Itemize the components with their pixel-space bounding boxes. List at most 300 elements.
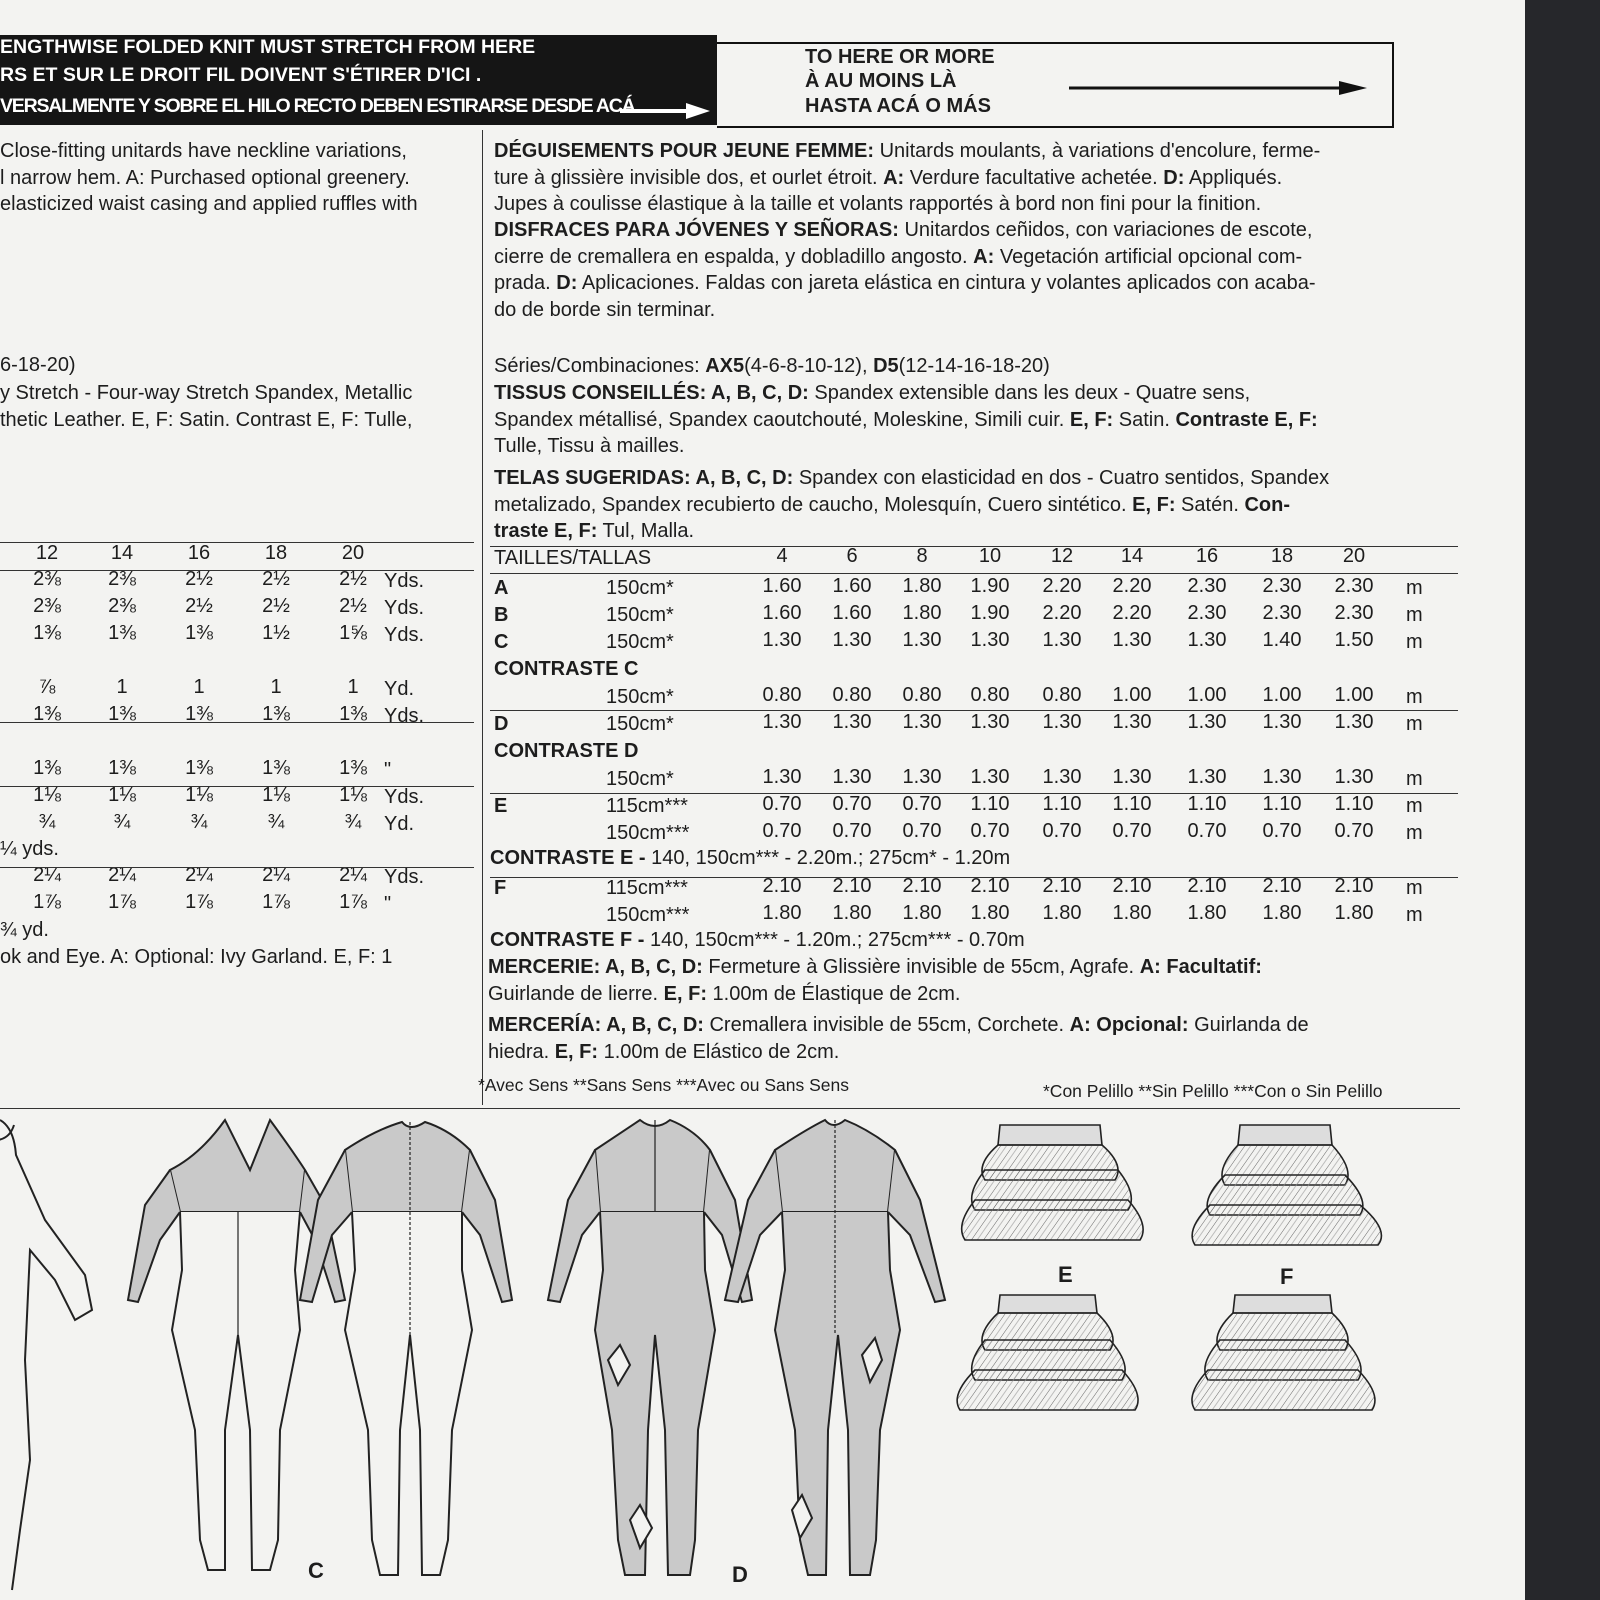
yardage-cell: 1⅜	[339, 757, 367, 779]
telas-text: Tul, Malla.	[597, 520, 695, 542]
fabric-width: 150cm***	[606, 822, 690, 844]
metric-cell: 0.70	[762, 793, 802, 815]
yardage-cell: 1⅞	[262, 891, 290, 913]
unit-cell: m	[1406, 686, 1423, 708]
metric-cell: 1.00	[1334, 684, 1374, 706]
tissus-title: TISSUS CONSEILLÉS: A, B, C, D:	[494, 382, 809, 404]
unitard-c-front	[128, 1120, 345, 1570]
view-label: B	[494, 604, 509, 626]
size-header: 6	[846, 545, 858, 567]
footnote-es: *Con Pelillo **Sin Pelillo ***Con o Sin Pelillo	[1043, 1081, 1383, 1101]
view-c-label: C	[308, 1558, 324, 1583]
arrow-right-icon	[618, 100, 713, 122]
fabric-width: 150cm*	[606, 686, 674, 708]
fabric-width: 150cm***	[606, 904, 690, 926]
yardage-cell: 2⅜	[108, 568, 136, 590]
fabric-width: 115cm***	[606, 877, 688, 899]
metric-cell: 0.70	[832, 793, 872, 815]
metric-cell: 0.70	[832, 820, 872, 842]
yardage-cell: 2¼	[33, 864, 61, 886]
yardage-cell: 1⅜	[339, 703, 367, 725]
metric-cell: 0.70	[1334, 820, 1374, 842]
telas-text: Spandex con elasticidad en dos - Cuatro sentidos, Spandex	[793, 467, 1330, 489]
metric-cell: 1.30	[1112, 629, 1152, 651]
metric-cell: 1.90	[970, 602, 1010, 624]
metric-cell: 2.30	[1187, 575, 1227, 597]
size-header: 14	[110, 542, 134, 564]
fabric-width: 150cm*	[606, 577, 674, 599]
metric-cell: 2.10	[1187, 875, 1227, 897]
yardage-cell: 1⅜	[108, 757, 136, 779]
series-sizes: (4-6-8-10-12),	[744, 355, 874, 377]
yardage-cell: 1⅞	[33, 891, 61, 913]
spanish-description	[494, 217, 1458, 323]
telas-bold: traste E, F:	[494, 520, 598, 542]
merceria-text: Cremallera invisible de 55cm, Corchete.	[703, 1014, 1070, 1036]
metric-cell: 1.30	[970, 711, 1010, 733]
metric-cell: 1.30	[832, 629, 872, 651]
tissus-bold: Contraste E, F:	[1175, 408, 1318, 431]
desc-line: l narrow hem. A: Purchased optional greenery.	[0, 166, 410, 189]
french-description	[494, 138, 1458, 218]
view-label: CONTRASTE D	[494, 740, 639, 762]
fr-bold: A:	[883, 166, 905, 189]
fr-bold: D:	[1163, 166, 1185, 189]
metric-cell: 1.30	[1262, 766, 1302, 788]
yardage-cell: 1⅜	[185, 757, 213, 779]
metric-cell: 1.30	[762, 711, 802, 733]
mercerie-text: 1.00m de Élastique de 2cm.	[707, 982, 961, 1005]
yardage-cell: ¾	[344, 811, 362, 833]
es-text: Aplicaciones. Faldas con jareta elástica en cintura y volantes aplicados con acaba-	[577, 272, 1316, 294]
merceria-text: hiedra.	[488, 1040, 555, 1063]
yardage-cell: ⅞	[38, 676, 56, 698]
yardage-cell: ¾	[38, 811, 56, 833]
metric-cell: 2.20	[1042, 575, 1082, 597]
metric-cell: 1.80	[1187, 902, 1227, 924]
yardage-cell: 1	[193, 676, 205, 698]
yardage-cell: 2⅜	[33, 595, 61, 617]
unitard-partial-figure	[0, 1120, 92, 1590]
view-d-label: D	[732, 1562, 748, 1587]
view-e-label: E	[1058, 1262, 1073, 1287]
yardage-cell: 1⅜	[185, 622, 213, 644]
metric-cell: 1.30	[1334, 711, 1374, 733]
size-header: 8	[916, 545, 928, 567]
table-rule	[490, 546, 1458, 547]
metric-cell: 2.30	[1334, 602, 1374, 624]
english-sizes: 6-18-20)	[0, 354, 76, 376]
contrast-e-line	[490, 845, 1010, 872]
es-bold: A:	[973, 245, 995, 268]
metric-cell: 2.10	[1042, 875, 1082, 897]
yardage-cell: 1	[347, 676, 359, 698]
view-label: A	[494, 577, 509, 599]
metric-cell: 0.80	[902, 684, 942, 706]
fr-text: ture à glissière invisible dos, et ourlet étroit.	[494, 166, 884, 189]
metric-cell: 1.80	[1334, 902, 1374, 924]
series-code: D5	[873, 355, 899, 377]
metric-cell: 1.50	[1334, 629, 1374, 651]
arrow-right-icon	[1069, 78, 1369, 98]
yardage-cell: 1⅜	[185, 703, 213, 725]
metric-cell: 0.70	[762, 820, 802, 842]
view-label: C	[494, 631, 509, 653]
yardage-cell: 1⅛	[33, 784, 61, 806]
yardage-cell: 2½	[262, 595, 290, 617]
yardage-cell: 2¼	[185, 864, 213, 886]
metric-cell: 2.20	[1112, 602, 1152, 624]
unit-cell: Yds.	[384, 597, 425, 619]
yardage-cell: 1⅜	[33, 622, 61, 644]
telas-bold: E, F:	[1132, 493, 1176, 516]
metric-cell: 1.30	[1187, 711, 1227, 733]
table-header-label: TAILLES/TALLAS	[494, 547, 652, 569]
technical-drawings	[0, 1110, 1525, 1600]
yardage-cell: 1⅛	[108, 784, 136, 806]
yardage-cell: 2½	[339, 595, 367, 617]
unit-cell: m	[1406, 713, 1423, 735]
metric-cell: 1.10	[1187, 793, 1227, 815]
unit-cell: "	[384, 893, 392, 915]
desc-line: Close-fitting unitards have neckline variations,	[0, 140, 407, 162]
yardage-cell: 1⅜	[33, 703, 61, 725]
metric-cell: 1.80	[1042, 902, 1082, 924]
fr-text: Unitards moulants, à variations d'encolure, ferme-	[874, 140, 1321, 162]
english-notions: ok and Eye. A: Optional: Ivy Garland. E, F: 1	[0, 946, 393, 968]
merceria-text: Guirlanda de	[1188, 1014, 1309, 1036]
fabric-line: y Stretch - Four-way Stretch Spandex, Metallic	[0, 382, 413, 404]
metric-cell: 1.60	[762, 602, 802, 624]
size-header: 14	[1120, 545, 1144, 567]
size-header: 18	[264, 542, 288, 564]
yardage-cell: 1⅝	[339, 622, 367, 644]
merceria-text: 1.00m de Elástico de 2cm.	[598, 1040, 840, 1063]
metric-cell: 1.60	[832, 602, 872, 624]
table-rule	[490, 793, 1458, 794]
metric-cell: 1.30	[1112, 711, 1152, 733]
size-header: 12	[35, 542, 59, 564]
metric-cell: 1.30	[762, 629, 802, 651]
unit-cell: Yds.	[384, 624, 425, 646]
metric-cell: 1.00	[1262, 684, 1302, 706]
metric-cell: 2.10	[970, 875, 1010, 897]
view-label: D	[494, 713, 509, 735]
fabric-line: thetic Leather. E, F: Satin. Contrast E, F: Tulle,	[0, 408, 413, 431]
yardage-cell: 1⅜	[108, 703, 136, 725]
table-rule	[0, 786, 474, 787]
metric-cell: 2.30	[1262, 602, 1302, 624]
yardage-cell: 1	[270, 676, 282, 698]
metric-cell: 1.10	[1334, 793, 1374, 815]
yardage-cell: 2½	[185, 595, 213, 617]
fr-text: Appliqués.	[1184, 166, 1283, 189]
metric-cell: 0.70	[1112, 820, 1152, 842]
merceria-title: MERCERÍA: A, B, C, D:	[488, 1014, 704, 1036]
yardage-cell: 2¼	[339, 864, 367, 886]
metric-cell: 2.10	[832, 875, 872, 897]
column-divider	[482, 130, 483, 1105]
metric-cell: 1.30	[1187, 629, 1227, 651]
metric-cell: 1.30	[1042, 629, 1082, 651]
metric-cell: 0.80	[762, 684, 802, 706]
metric-cell: 1.30	[762, 766, 802, 788]
series-line	[494, 353, 1050, 380]
table-rule	[490, 710, 1458, 711]
yardage-cell: 2½	[262, 568, 290, 590]
yardage-cell: 1⅜	[262, 757, 290, 779]
tissus-text: Satin.	[1113, 408, 1176, 431]
unit-cell: Yds.	[384, 866, 425, 888]
english-note: ¼ yds.	[0, 838, 59, 860]
metric-cell: 0.80	[970, 684, 1010, 706]
table-rule	[0, 722, 474, 723]
unit-cell: m	[1406, 604, 1423, 626]
metric-cell: 1.80	[832, 902, 872, 924]
metric-cell: 0.70	[1262, 820, 1302, 842]
skirt-f-back	[1192, 1295, 1375, 1410]
yardage-cell: 2½	[185, 568, 213, 590]
metric-cell: 1.10	[1262, 793, 1302, 815]
stretch-gauge-target	[717, 42, 1394, 128]
mercerie-text: Fermeture à Glissière invisible de 55cm, Agrafe.	[702, 956, 1140, 978]
metric-cell: 1.80	[902, 575, 942, 597]
metric-cell: 1.30	[1042, 711, 1082, 733]
gauge-text-1: ENGTHWISE FOLDED KNIT MUST STRETCH FROM HERE	[0, 36, 536, 58]
metric-cell: 1.30	[1334, 766, 1374, 788]
metric-cell: 1.30	[1042, 766, 1082, 788]
size-header: 16	[1195, 545, 1219, 567]
yardage-cell: 1⅜	[262, 703, 290, 725]
yardage-cell: 1⅜	[108, 622, 136, 644]
unit-cell: Yd.	[384, 813, 415, 835]
metric-cell: 1.30	[1187, 766, 1227, 788]
table-rule	[490, 573, 1458, 574]
unit-cell: m	[1406, 768, 1423, 790]
fabric-width: 150cm*	[606, 713, 674, 735]
view-f-label: F	[1280, 1264, 1294, 1289]
metric-cell: 1.60	[832, 575, 872, 597]
metric-cell: 1.30	[970, 766, 1010, 788]
view-label: F	[494, 877, 507, 899]
es-text: Unitardos ceñidos, con variaciones de escote,	[898, 219, 1313, 241]
yardage-cell: ¾	[267, 811, 285, 833]
skirt-f-front	[1192, 1125, 1381, 1245]
metric-cell: 1.10	[970, 793, 1010, 815]
gauge-target-1: TO HERE OR MORE	[805, 46, 995, 68]
tissus-text: Tulle, Tissu à mailles.	[494, 435, 685, 457]
yardage-cell: ¾	[190, 811, 208, 833]
yardage-cell: 1⅛	[339, 784, 367, 806]
metric-cell: 1.30	[970, 629, 1010, 651]
metric-cell: 1.30	[902, 766, 942, 788]
table-rule	[0, 867, 474, 868]
size-header: 20	[341, 542, 365, 564]
metric-cell: 0.70	[1187, 820, 1227, 842]
metric-cell: 1.10	[1112, 793, 1152, 815]
table-rule	[490, 877, 1458, 878]
mercerie	[488, 954, 1460, 1007]
yardage-cell: 1⅜	[33, 757, 61, 779]
yardage-cell: 1	[116, 676, 128, 698]
table-rule	[0, 570, 474, 571]
unit-cell: Yd.	[384, 678, 415, 700]
english-fabrics	[0, 380, 476, 433]
unitard-d-back	[725, 1120, 945, 1575]
mercerie-bold: A: Facultatif:	[1139, 956, 1262, 978]
fr-title: DÉGUISEMENTS POUR JEUNE FEMME:	[494, 140, 875, 162]
yardage-cell: 2⅜	[33, 568, 61, 590]
metric-cell: 1.80	[902, 902, 942, 924]
telas-text: Satén.	[1175, 493, 1245, 516]
unit-cell: m	[1406, 822, 1423, 844]
unit-cell: Yds.	[384, 786, 425, 808]
metric-cell: 1.80	[1262, 902, 1302, 924]
fabric-width: 150cm*	[606, 768, 674, 790]
metric-cell: 0.70	[902, 820, 942, 842]
unitard-d-front	[548, 1120, 752, 1575]
metric-cell: 1.00	[1187, 684, 1227, 706]
telas-bold: Con-	[1244, 493, 1290, 516]
es-title: DISFRACES PARA JÓVENES Y SEÑORAS:	[494, 219, 899, 241]
metric-cell: 1.80	[1112, 902, 1152, 924]
size-header: 10	[978, 545, 1002, 567]
mercerie-bold: E, F:	[663, 982, 707, 1005]
metric-cell: 1.80	[762, 902, 802, 924]
es-text: do de borde sin terminar.	[494, 298, 716, 321]
view-label: E	[494, 795, 508, 817]
metric-cell: 2.10	[1334, 875, 1374, 897]
series-code: AX5	[705, 355, 745, 377]
metric-cell: 0.70	[1042, 820, 1082, 842]
telas-text: metalizado, Spandex recubierto de caucho, Molesquín, Cuero sintético.	[494, 493, 1133, 516]
metric-cell: 1.60	[762, 575, 802, 597]
metric-cell: 2.10	[902, 875, 942, 897]
fabric-width: 115cm***	[606, 795, 688, 817]
fr-text: Verdure facultative achetée.	[904, 166, 1164, 189]
metric-cell: 0.80	[1042, 684, 1082, 706]
unit-cell: m	[1406, 631, 1423, 653]
metric-cell: 1.90	[970, 575, 1010, 597]
metric-cell: 2.20	[1042, 602, 1082, 624]
yardage-cell: 1⅛	[185, 784, 213, 806]
size-header: 16	[187, 542, 211, 564]
metric-cell: 1.80	[970, 902, 1010, 924]
size-header: 18	[1270, 545, 1294, 567]
metric-cell: 2.10	[1112, 875, 1152, 897]
unit-cell: m	[1406, 877, 1423, 899]
metric-cell: 1.00	[1112, 684, 1152, 706]
gauge-text-3: VERSALMENTE Y SOBRE EL HILO RECTO DEBEN ESTIRARSE DESDE ACÁ	[0, 95, 635, 117]
contrast-f-line	[490, 927, 1025, 954]
tissus-text: Spandex extensible dans les deux - Quatre sens,	[808, 382, 1251, 404]
metric-cell: 1.30	[1262, 711, 1302, 733]
yardage-cell: 1⅞	[185, 891, 213, 913]
contrast-f-label: CONTRASTE F -	[490, 929, 645, 951]
es-text: prada.	[494, 272, 557, 294]
footnote-fr: *Avec Sens **Sans Sens ***Avec ou Sans Sens	[478, 1075, 849, 1095]
metric-cell: 0.70	[902, 793, 942, 815]
merceria-bold: A: Opcional:	[1069, 1014, 1189, 1036]
es-bold: D:	[556, 272, 578, 294]
yardage-cell: 1⅛	[262, 784, 290, 806]
size-header: 12	[1050, 545, 1074, 567]
metric-cell: 1.30	[1112, 766, 1152, 788]
gauge-text-2: RS ET SUR LE DROIT FIL DOIVENT S'ÉTIRER D'ICI .	[0, 64, 482, 86]
yardage-cell: 2⅜	[108, 595, 136, 617]
yardage-cell: ¾	[113, 811, 131, 833]
mercerie-text: Guirlande de lierre.	[488, 982, 664, 1005]
metric-cell: 1.30	[902, 711, 942, 733]
metric-cell: 1.30	[832, 766, 872, 788]
yardage-cell: 2¼	[108, 864, 136, 886]
fr-text: Jupes à coulisse élastique à la taille et volants rapportés à bord non fini pour la finition.	[494, 193, 1262, 215]
size-header: 4	[776, 545, 788, 567]
contrast-e-label: CONTRASTE E -	[490, 847, 646, 869]
unit-cell: "	[384, 759, 392, 781]
gauge-target-3: HASTA ACÁ O MÁS	[805, 95, 991, 117]
yardage-cell: 2½	[339, 568, 367, 590]
skirt-e-back	[957, 1295, 1138, 1410]
metric-cell: 1.30	[832, 711, 872, 733]
fabric-width: 150cm*	[606, 631, 674, 653]
desc-line: elasticized waist casing and applied ruffles with	[0, 193, 418, 215]
es-text: Vegetación artificial opcional com-	[994, 245, 1303, 268]
size-header: 20	[1342, 545, 1366, 567]
section-rule	[0, 1108, 1460, 1109]
metric-cell: 1.40	[1262, 629, 1302, 651]
metric-cell: 2.30	[1262, 575, 1302, 597]
merceria-bold: E, F:	[554, 1040, 599, 1063]
contrast-e-text: 140, 150cm*** - 2.20m.; 275cm* - 1.20m	[645, 847, 1011, 869]
english-description	[0, 138, 476, 218]
mercerie-title: MERCERIE: A, B, C, D:	[488, 956, 703, 978]
yardage-cell: 2¼	[262, 864, 290, 886]
metric-cell: 1.80	[902, 602, 942, 624]
unit-cell: Yds.	[384, 570, 425, 592]
series-label: Séries/Combinaciones:	[494, 355, 706, 377]
contrast-f-text: 140, 150cm*** - 1.20m.; 275cm*** - 0.70m	[644, 929, 1025, 951]
series-sizes: (12-14-16-18-20)	[898, 355, 1050, 377]
unit-cell: m	[1406, 904, 1423, 926]
view-label: CONTRASTE C	[494, 658, 639, 680]
metric-cell: 0.70	[970, 820, 1010, 842]
fabric-width: 150cm*	[606, 604, 674, 626]
yardage-cell: 1⅞	[108, 891, 136, 913]
merceria	[488, 1012, 1460, 1065]
tissus-bold: E, F:	[1069, 408, 1114, 431]
metric-cell: 1.10	[1042, 793, 1082, 815]
metric-cell: 2.20	[1112, 575, 1152, 597]
metric-cell: 2.10	[762, 875, 802, 897]
metric-cell: 0.80	[832, 684, 872, 706]
gauge-target-2: À AU MOINS LÀ	[805, 70, 957, 92]
yardage-cell: 1½	[262, 622, 290, 644]
tissus-text: Spandex métallisé, Spandex caoutchouté, Moleskine, Simili cuir.	[494, 408, 1070, 431]
english-note: ¾ yd.	[0, 919, 49, 941]
unit-cell: m	[1406, 795, 1423, 817]
unitard-c-back	[300, 1122, 512, 1575]
es-text: cierre de cremallera en espalda, y dobladillo angosto.	[494, 245, 974, 268]
unit-cell: Yds.	[384, 705, 425, 727]
metric-cell: 1.30	[902, 629, 942, 651]
unit-cell: m	[1406, 577, 1423, 599]
telas-title: TELAS SUGERIDAS: A, B, C, D:	[494, 467, 794, 489]
yardage-cell: 1⅞	[339, 891, 367, 913]
telas-sugeridas	[494, 465, 1458, 545]
metric-cell: 2.30	[1187, 602, 1227, 624]
metric-cell: 2.30	[1334, 575, 1374, 597]
